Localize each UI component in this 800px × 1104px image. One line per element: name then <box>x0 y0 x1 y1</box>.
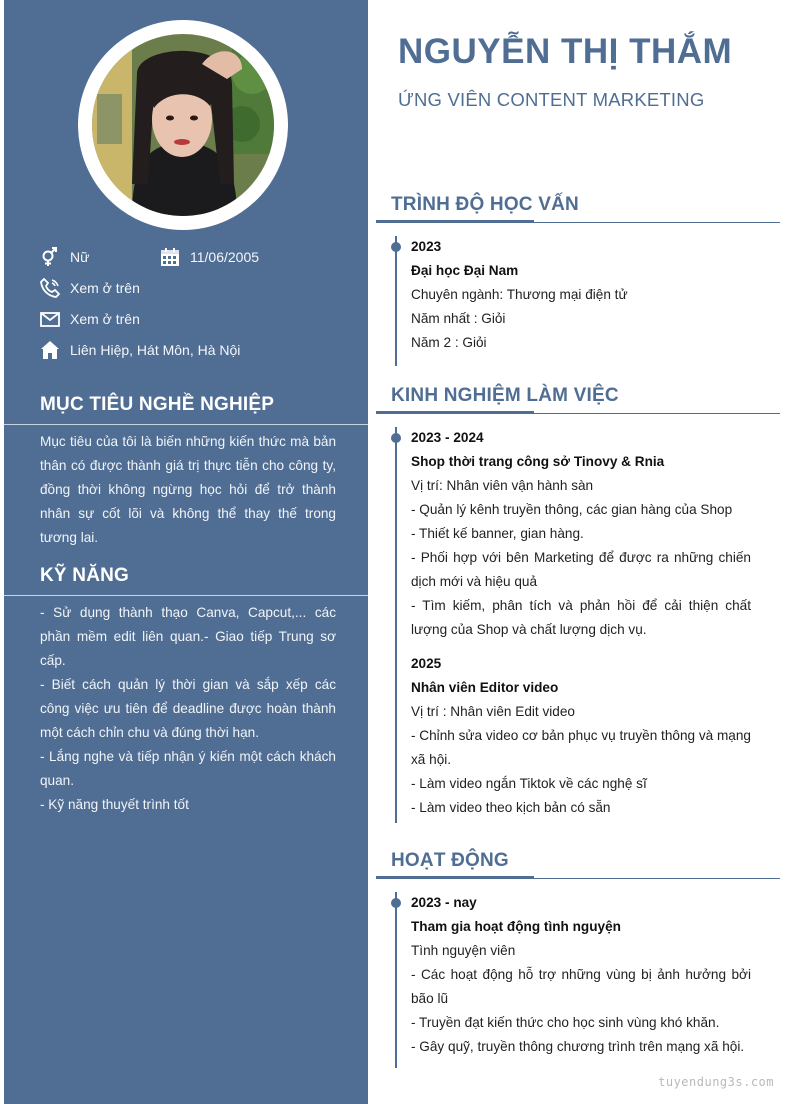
mail-icon <box>40 309 60 329</box>
activity-line: - Truyền đạt kiến thức cho học sinh vùng khó khăn. <box>411 1015 720 1030</box>
education-line: Chuyên ngành: Thương mại điện tử <box>411 287 628 302</box>
experience-title: KINH NGHIỆM LÀM VIỆC <box>391 385 619 406</box>
job-line: - Chỉnh sửa video cơ bản phục vụ truyền thông và mạng xã hội. <box>411 728 751 767</box>
experience-timeline <box>395 427 397 823</box>
job-line: - Thiết kế banner, gian hàng. <box>411 526 584 541</box>
watermark: tuyendung3s.com <box>658 1075 774 1089</box>
objective-text: Mục tiêu của tôi là biến những kiến thức mà bản thân có được thành giá trị thực tiễn cho công ty, đồng thời không ngừng học hỏi để trở thành nhân sự cốt lõi và không thể thay thế trong tương lai. <box>40 434 336 545</box>
phone-row <box>40 276 140 300</box>
job-line: - Quản lý kênh truyền thông, các gian hàng của Shop <box>411 502 733 517</box>
experience-underline <box>376 411 534 414</box>
education-underline <box>376 220 534 223</box>
profile-photo <box>92 34 274 216</box>
job-line: - Tìm kiếm, phân tích và phản hồi để cải thiện chất lượng của Shop và chất lượng dịch vụ. <box>411 598 751 637</box>
sidebar <box>4 0 368 1104</box>
activities-title: HOẠT ĐỘNG <box>391 850 509 871</box>
address-row <box>40 338 240 362</box>
skill-item: - Biết cách quản lý thời gian và sắp xếp các công việc ưu tiên để deadline được hoàn thành một cách chỉn chu và đúng thời hạn. <box>40 677 336 740</box>
phone-value: Xem ở trên <box>70 280 140 296</box>
candidate-name: NGUYỄN THỊ THẮM <box>398 32 733 71</box>
education-line: Năm nhất : Giỏi <box>411 311 506 326</box>
email-row <box>40 307 140 331</box>
job-period: 2023 - 2024 <box>411 430 484 445</box>
job-entry <box>411 652 751 820</box>
skill-item: - Lắng nghe và tiếp nhận ý kiến một cách khách quan. <box>40 749 336 788</box>
skill-item: - Sử dụng thành thạo Canva, Capcut,... các phần mềm edit liên quan.- Giao tiếp Trung sơ cấp. <box>40 605 336 668</box>
job-line: Vị trí: Nhân viên vận hành sàn <box>411 478 594 493</box>
activity-org: Tham gia hoạt động tình nguyện <box>411 919 621 934</box>
job-period: 2025 <box>411 656 442 671</box>
education-title: TRÌNH ĐỘ HỌC VẤN <box>391 194 579 215</box>
job-company: Shop thời trang công sở Tinovy & Rnia <box>411 454 665 469</box>
birthdate-row <box>160 245 259 269</box>
address-value: Liên Hiệp, Hát Môn, Hà Nội <box>70 342 241 358</box>
education-school: Đại học Đại Nam <box>411 263 519 278</box>
skill-item: - Kỹ năng thuyết trình tốt <box>40 797 189 812</box>
gender-value: Nữ <box>70 249 90 265</box>
calendar-icon <box>160 247 180 267</box>
job-line: - Làm video theo kịch bản có sẵn <box>411 800 611 815</box>
activity-line: Tình nguyện viên <box>411 943 516 958</box>
activity-entry <box>411 891 751 1059</box>
phone-icon <box>40 278 60 298</box>
skills-divider <box>4 595 368 596</box>
avatar <box>92 34 274 216</box>
education-year: 2023 <box>411 239 442 254</box>
timeline-dot <box>391 433 401 443</box>
skills-list <box>40 601 336 817</box>
job-line: Vị trí : Nhân viên Edit video <box>411 704 575 719</box>
education-entry <box>411 235 751 355</box>
skills-title: KỸ NĂNG <box>40 565 130 586</box>
activity-period: 2023 - nay <box>411 895 477 910</box>
activity-line: - Các hoạt động hỗ trợ những vùng bị ảnh hưởng bởi bão lũ <box>411 967 751 1006</box>
email-value: Xem ở trên <box>70 311 140 327</box>
job-company: Nhân viên Editor video <box>411 680 559 695</box>
candidate-role: ỨNG VIÊN CONTENT MARKETING <box>398 89 705 110</box>
activities-underline <box>376 876 534 879</box>
activity-line: - Gây quỹ, truyền thông chương trình trên mạng xã hội. <box>411 1039 745 1054</box>
gender-icon <box>40 247 60 267</box>
timeline-dot <box>391 898 401 908</box>
job-line: - Phối hợp với bên Marketing để được ra những chiến dịch mới và hiệu quả <box>411 550 751 589</box>
job-line: - Làm video ngắn Tiktok về các nghệ sĩ <box>411 776 647 791</box>
timeline-dot <box>391 242 401 252</box>
job-entry <box>411 426 751 642</box>
home-icon <box>40 340 60 360</box>
objective-divider <box>4 424 368 425</box>
avatar-frame <box>78 20 288 230</box>
activities-timeline <box>395 892 397 1068</box>
birthdate-value: 11/06/2005 <box>190 249 260 265</box>
objective-title: MỤC TIÊU NGHỀ NGHIỆP <box>40 394 275 415</box>
education-timeline <box>395 236 397 366</box>
education-line: Năm 2 : Giỏi <box>411 335 487 350</box>
gender-row <box>40 245 89 269</box>
